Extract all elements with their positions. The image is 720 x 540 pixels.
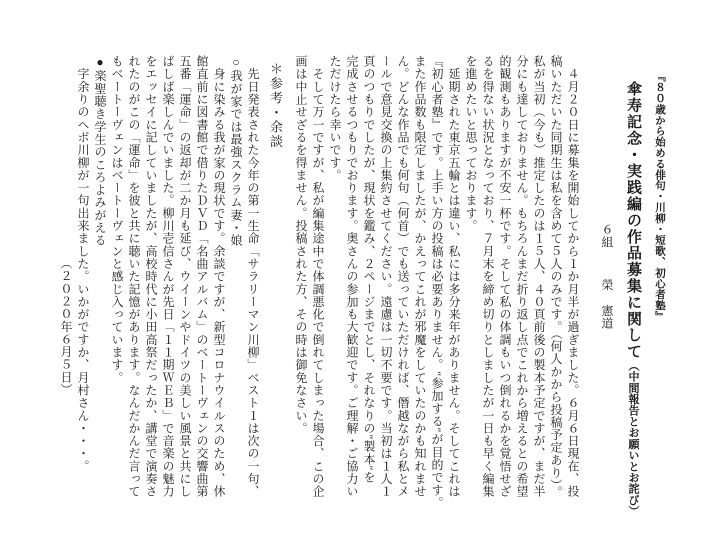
aside-line: 五番「運命」の返却が二か月も延び、ウイーンやドイツの美しい風景と共にし [178,55,192,498]
body-line: るを得ない状況となっており、７月末を締め切りとしましたが一日も早く編集 [481,55,495,498]
body-line: また作品数も限定しましたが、かえってこれが邪魔をしていたのかも知れませ [413,55,427,498]
aside-line: ●楽聖聴き学生のころよみがえる [93,55,107,247]
body-line: ん。どんな作品でも何句（何首）でも送っていただければ、僭越ながら私とメ [396,55,410,498]
author-class: ６組 [600,223,614,249]
body-line: 完成させるつもりでおります。奥さんの参加も大歓迎です。ご理解・ご協力い [345,55,359,498]
body-line: を進めたいと思っております。 [464,55,478,233]
body-line: 延期された東京五輪とは違い、私には多分来年がありません。そしてこれは [447,55,461,498]
aside-line: をエッセイに記していましたが、高校時代に小田高祭だったか、講堂で演奏さ [144,55,158,498]
aside-line: 身に染みる我が家の現状です。余談ですが、新型コロナウイルスのため、休 [212,55,226,498]
aside-line: ○我が家では最強スクラム妻・娘 [229,55,243,247]
aside-line: もベートーヴェンはベートーヴェンと感じ入っています。 [110,55,124,384]
body-line: 私が当初（今も）推定したのは１５人、４０頁前後の製本予定ですが、まだ半 [532,55,546,498]
aside-line: ばしば楽しんでいました。柳川壱信さんが先日「１１期ＷＥＢ」で音楽の魅力 [161,55,175,498]
aside-line: 先日発表された今年の第一生命「サラリーマン川柳」ベスト１は次の一句、 [246,55,260,498]
body-line: ールで意見交換の上集約させてください。遠慮は一切不要です。当初は１人１ [379,55,393,498]
body-line: 頁のつもりでしたが、現状を鑑み、２ページまでとし、それなりの″製本″を [362,55,376,484]
aside-line: れたのがこの「運命」を彼と共に聴いた記憶があります。なんだかんだ言って [127,55,141,498]
aside-line: 館直前に図書館で借りたＤＶＤ「名曲アルバム」のベートーヴェンの交響曲第 [195,55,209,498]
author-line [599,55,614,537]
subtitle-main: 傘寿記念・実践編の作品募集に関して [625,81,642,360]
document-title: 『８０歳から始める俳句・川柳・短歌、初心者塾』 [654,71,666,322]
document-subtitle [624,55,642,537]
body-line: ただけたら幸いです。 [328,55,342,182]
date-line: （２０２０年６月５日） [59,257,73,397]
body-line: 画は中止せざるを得ません。投稿された方、その時は御免なさい。 [294,55,308,435]
aside-line: 字余りのヘボ川柳が一句出来ました。いかがですか、月村さん・・・。 [76,55,90,473]
aside-heading: ＊参考・余談 [268,62,283,149]
body-line: 稿いただいた同期生は私を含めて５人のみです。（何人かから投稿予定あり）。 [549,55,563,499]
subtitle-note: （中間報告とお願いとお詫び） [627,359,639,517]
author-name: 榮 憲道 [600,278,614,330]
body-line: 分にも達しておりません。もちろんまだ折り返し点でこれから増えるとの希望 [515,55,529,498]
body-line: 的観測もありますが不安一杯です。そして私の体調もいつ倒れるかを覚悟せざ [498,55,512,498]
body-line: 『初心者塾』です。上手い方の投稿は必要ありません。″参加する″が目的です。 [430,55,444,510]
body-line: ４月２０日に募集を開始してから１か月半が過ぎました。６月６日現在、投 [566,55,580,498]
body-line: そして万一ですが、私が編集途中で体調悪化で倒れてしまった場合、この企 [311,55,325,498]
vertical-text-container [57,55,668,537]
